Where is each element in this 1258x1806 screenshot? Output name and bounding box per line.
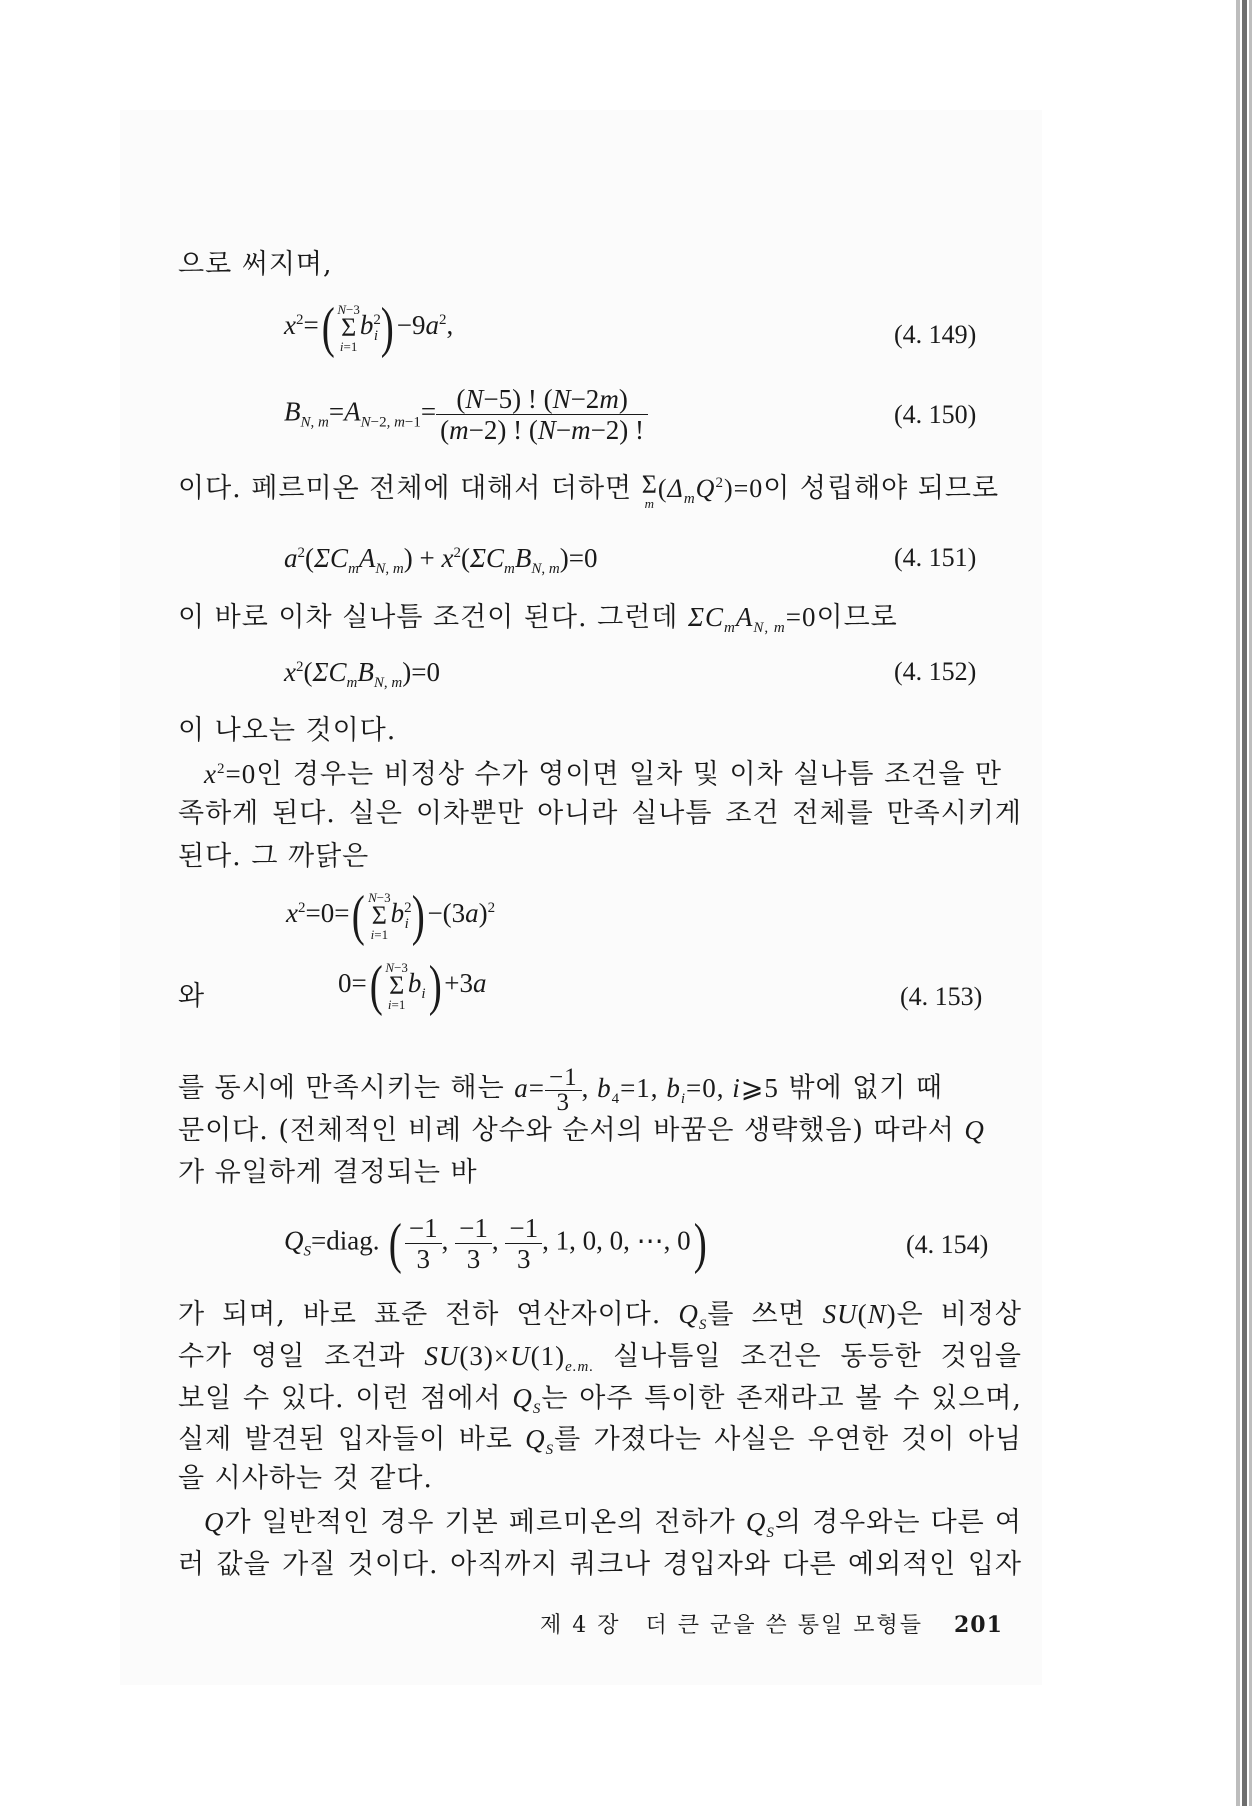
- equation-4-153-first: $x^2=0=$( N−3 Σ i=1 $b^2_i) -(3a)^2$: [286, 885, 496, 947]
- equation-4-150: $B_{N, m}=A_{N-2, m-1}=$ $\frac{(N-5) ! (N-2m)}{(m-2) ! (N-m-2) !}$: [284, 384, 648, 445]
- text-line: 이다. 페르미온 전체에 대해서 더하면 Σ m $(\Delta_mQ^2)=0$이 성립해야 되므로: [178, 469, 1000, 511]
- equation-number: (4. 154): [906, 1230, 989, 1259]
- text-line: 가 되며, 바로 표준 전하 연산자이다. $Q_S$를 쓰면 SU(N)은 비정상: [178, 1299, 1022, 1331]
- page-edge-dark: [1242, 0, 1247, 1806]
- text-line: 와: [178, 981, 206, 1012]
- equation-number: (4. 152): [894, 657, 977, 686]
- equation-number: (4. 153): [900, 982, 983, 1011]
- text-line: 가 유일하게 결정되는 바: [178, 1157, 478, 1188]
- text-line: Q가 일반적인 경우 기본 페르미온의 전하가 $Q_S$의 경우와는 다른 여: [204, 1507, 1022, 1539]
- text-line: 이 나오는 것이다.: [178, 715, 397, 746]
- equation-4-153-second: 0=( N−3 Σ i=1 $b_i) +3a$: [338, 955, 487, 1017]
- text-line: 러 값을 가질 것이다. 아직까지 쿼크나 경입자와 다른 예외적인 입자: [178, 1549, 1022, 1580]
- equation-number: (4. 149): [894, 320, 977, 349]
- text-line: 수가 영일 조건과 $SU(3)\times U(1)_{e.m.}$ 실나틈일 조건은 동등한 것임을: [178, 1341, 1022, 1373]
- running-footer: [540, 1608, 1003, 1639]
- text-line: 를 동시에 만족시키는 해는 a= $\frac{-1}{3}$ , $b_4=1$, $b_i=0$, i⩾5 밖에 없기 때: [178, 1064, 944, 1116]
- equation-4-149: $x^2=$( N−3 Σ i=1 $b^2_i) -9a^2$,: [284, 297, 454, 359]
- equation-4-154: $Q_S=diag$. ( $\frac{-1}{3}$ , $\frac{-1}{3}$ , $\frac{-1}{3}$ , 1, 0, 0, ⋯, 0): [284, 1212, 707, 1275]
- text-line: 된다. 그 까닭은: [178, 841, 370, 872]
- text-line: $x^2=0$인 경우는 비정상 수가 영이면 일차 및 이차 실나틈 조건을 만: [204, 759, 1003, 790]
- text-line: 으로 써지며,: [178, 249, 333, 280]
- text-line: 이 바로 이차 실나틈 조건이 된다. 그런데 $\Sigma C_mA_{N, m}=0$이므로: [178, 602, 898, 636]
- equation-4-152: $x^2(\Sigma C_mB_{N, m})=0$: [284, 657, 440, 691]
- text-line: 보일 수 있다. 이런 점에서 $Q_S$는 아주 특이한 존재라고 볼 수 있으며,: [178, 1383, 1022, 1415]
- text-line: 문이다. (전체적인 비례 상수와 순서의 바꿈은 생략했음) 따라서 Q: [178, 1115, 985, 1146]
- text-line: 실제 발견된 입자들이 바로 $Q_S$를 가졌다는 사실은 우연한 것이 아님: [178, 1424, 1022, 1456]
- text-line: 족하게 된다. 실은 이차뿐만 아니라 실나틈 조건 전체를 만족시키게: [178, 798, 1022, 829]
- equation-number: (4. 150): [894, 400, 977, 429]
- chapter-title: 더 큰 군을 쓴 통일 모형들: [645, 1613, 923, 1638]
- equation-4-151: $a^2(\Sigma C_mA_{N, m}) + x^2(\Sigma C_mB_{N, m})=0$: [284, 543, 598, 577]
- page-edge-light: [1236, 0, 1240, 1806]
- page-number: 201: [954, 1612, 1003, 1638]
- text-line: 을 시사하는 것 같다.: [178, 1463, 433, 1494]
- chapter-label: 제 4 장: [540, 1613, 621, 1638]
- page-edge-light: [1249, 0, 1252, 1806]
- equation-number: (4. 151): [894, 543, 977, 572]
